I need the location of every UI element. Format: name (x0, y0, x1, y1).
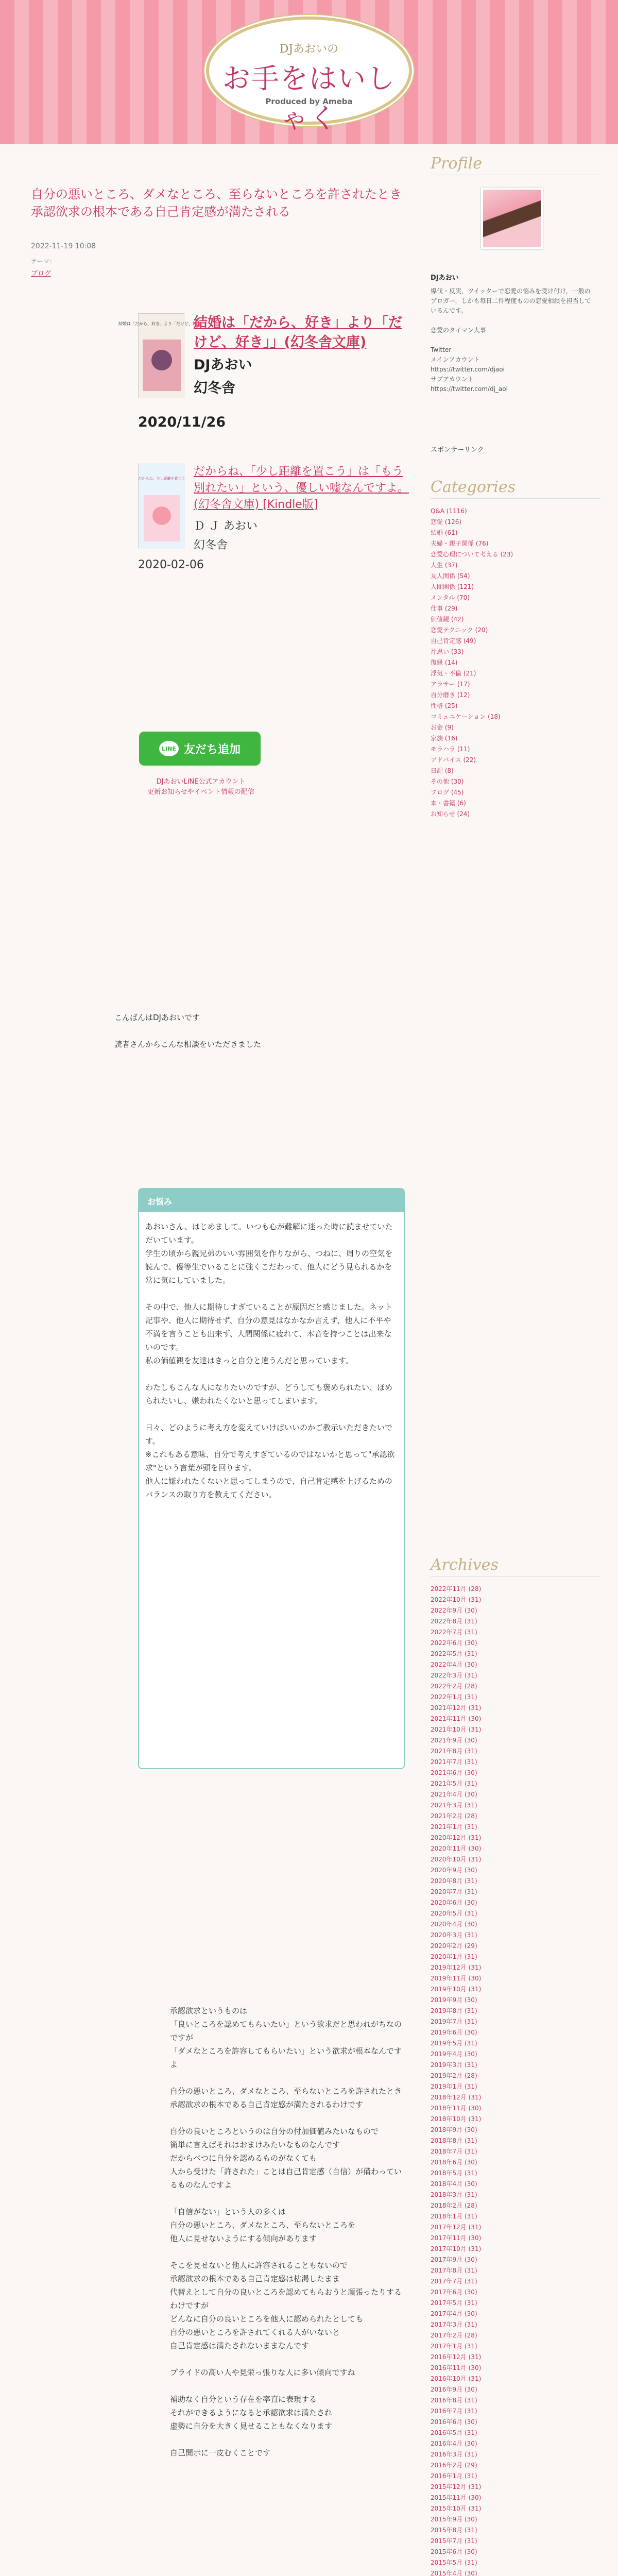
entry-theme-link[interactable]: ブログ (31, 270, 52, 278)
categories-heading: Categories (431, 478, 600, 499)
archive-link[interactable]: 2020年8月 (31) (431, 1877, 477, 1885)
archive-link[interactable]: 2016年9月 (30) (431, 2386, 477, 2393)
archive-link[interactable]: 2022年9月 (30) (431, 1607, 477, 1614)
archive-link[interactable]: 2020年2月 (29) (431, 1942, 477, 1950)
archive-link[interactable]: 2019年6月 (30) (431, 2029, 477, 2036)
archive-link[interactable]: 2019年10月 (31) (431, 1986, 482, 1993)
archive-link[interactable]: 2015年12月 (31) (431, 2483, 482, 2490)
line-add-friend-button[interactable] (139, 732, 261, 766)
category-link[interactable]: 人生 (37) (431, 562, 458, 569)
archive-link[interactable]: 2017年8月 (31) (431, 2267, 477, 2274)
archive-link[interactable]: 2020年3月 (31) (431, 1931, 477, 1939)
profile-text: 爆伐・反実，ツイッターで恋愛の悩みを受け付け，一般のブロガー，しかも毎日二件程度ものの恋愛相談を担当しているんです。 恋愛のタイマン大事 Twitter メインアカウント https://twitter.com/djaoi サブアカウント https://twitter.com/dj_aoi (431, 287, 591, 393)
archive-link[interactable]: 2015年5月 (31) (431, 2559, 477, 2566)
line-note-2[interactable]: 更新お知らせやイベント情報の配信 (147, 788, 254, 796)
categories-list (431, 506, 600, 820)
archive-link[interactable]: 2022年7月 (31) (431, 1629, 477, 1636)
archive-link[interactable]: 2016年7月 (31) (431, 2408, 477, 2415)
category-link[interactable]: 人間関係 (121) (431, 583, 474, 590)
archive-link[interactable]: 2016年4月 (30) (431, 2440, 477, 2447)
archive-link[interactable]: 2022年6月 (30) (431, 1639, 477, 1647)
archive-link[interactable]: 2020年5月 (31) (431, 1910, 477, 1917)
line-icon: LINE (159, 741, 179, 756)
archive-link[interactable]: 2020年11月 (30) (431, 1845, 482, 1852)
archive-link[interactable]: 2018年3月 (31) (431, 2191, 477, 2198)
intro-text: こんばんはDJあおいです 読者さんからこんな相談をいただきました (114, 1013, 262, 1049)
archive-link[interactable]: 2019年9月 (30) (431, 1996, 477, 2004)
logo-title: お手をはいしゃく (222, 62, 396, 134)
category-link[interactable]: モラハラ (11) (431, 745, 470, 753)
book-author-1: DJあおい (194, 357, 252, 373)
archive-link[interactable]: 2020年1月 (31) (431, 1953, 477, 1960)
archive-link[interactable]: 2015年6月 (30) (431, 2548, 477, 2555)
archive-link[interactable]: 2021年11月 (30) (431, 1715, 482, 1722)
category-link[interactable]: 恋愛心理について考える (23) (431, 551, 513, 558)
archive-link[interactable]: 2018年1月 (31) (431, 2213, 477, 2220)
category-link[interactable]: 自己肯定感 (49) (431, 637, 476, 645)
category-link[interactable]: 恋愛テクニック (20) (431, 626, 488, 634)
archive-link[interactable]: 2019年3月 (31) (431, 2061, 477, 2069)
category-link[interactable]: 結婚 (61) (431, 529, 458, 536)
logo-tagline: Produced by Ameba (265, 97, 353, 106)
category-link[interactable]: その他 (30) (431, 778, 464, 785)
archive-link[interactable]: 2018年4月 (30) (431, 2180, 477, 2188)
book-cover-2-text: だからね、少し距離を置こう (138, 477, 185, 481)
archive-link[interactable]: 2018年2月 (28) (431, 2202, 477, 2209)
entry-theme-label: テーマ： (31, 258, 56, 265)
book-info-1 (194, 313, 410, 397)
logo-subtitle: DJあおいの (279, 43, 339, 56)
category-link[interactable]: コミュニケーション (18) (431, 713, 501, 720)
archive-link[interactable]: 2016年6月 (30) (431, 2418, 477, 2426)
category-link[interactable]: 夫婦・親子関係 (76) (431, 540, 489, 547)
archive-link[interactable]: 2020年7月 (31) (431, 1888, 477, 1895)
archive-link[interactable]: 2016年1月 (31) (431, 2472, 477, 2480)
answer-text: 承認欲求というものは 「良いところを認めてもらいたい」という欲求だと思われがちなのですが 「ダメなところを許容してもらいたい」という欲求が根本なんですよ 自分の悪いところ、ダメなところ、至らないところを許されたとき 承認欲求の根本である自己肯定感が満たされるわけです 自分の良いところというのは自分の付加価値みたいなもので 簡単に言えばそれはおまけみたいなものなんです だからベつに自分を認めるものがなくても 人から受けた「許された」ことは自己肯定感（自信）が備わっているものなんですよ 「自信がない」という人の多くは 自分の悪いところ、ダメなところ、至らないところを 他人に見せないようにする傾向があります そこを見せないと他人に許容されることもないので 承認欲求の根本である自己肯定感は枯渇したまま 代替えとして自分の良いところを認めてもらおうと頑張ったりするわけですが どんなに自分の良いところを他人に認められたとしても 自分の悪いところを許されてくれる人がいないと 自己肯定感は満たされないままなんです プライドの高い人や見栄っ張りな人に多い傾向ですね 補助なく自分という存在を率直に表現する それができるようになると承認欲求は満たされ 虚勢に自分を大きく見せることもなくなります 自己開示に一皮むくことです (170, 2006, 402, 2458)
archive-link[interactable]: 2019年4月 (30) (431, 2050, 477, 2058)
archive-link[interactable]: 2019年2月 (28) (431, 2072, 477, 2079)
book-cover-2[interactable] (138, 464, 184, 548)
book-date-1: 2020/11/26 (138, 414, 226, 430)
category-link[interactable]: アラサー (17) (431, 681, 470, 688)
category-link[interactable]: Q&A (1116) (431, 507, 467, 515)
archive-link[interactable]: 2018年6月 (30) (431, 2159, 477, 2166)
category-link[interactable]: 浮気・不倫 (21) (431, 670, 476, 677)
archive-link[interactable]: 2015年7月 (31) (431, 2537, 477, 2545)
archive-link[interactable]: 2022年4月 (30) (431, 1661, 477, 1668)
category-link[interactable]: 価値観 (42) (431, 616, 464, 623)
category-link[interactable]: アドバイス (22) (431, 756, 476, 764)
archive-link[interactable]: 2018年7月 (31) (431, 2148, 477, 2155)
archive-link[interactable]: 2022年3月 (31) (431, 1672, 477, 1679)
archive-link[interactable]: 2021年8月 (31) (431, 1748, 477, 1755)
archive-link[interactable]: 2016年12月 (31) (431, 2353, 482, 2361)
category-link[interactable]: 仕事 (29) (431, 605, 458, 612)
archive-link[interactable]: 2015年8月 (31) (431, 2527, 477, 2534)
category-link[interactable]: 片思い (33) (431, 648, 464, 655)
profile-heading: Profile (431, 155, 600, 175)
archive-link[interactable]: 2021年3月 (31) (431, 1802, 477, 1809)
archive-link[interactable]: 2018年9月 (30) (431, 2126, 477, 2133)
archive-link[interactable]: 2018年5月 (31) (431, 2170, 477, 2177)
category-link[interactable]: お金 (9) (431, 724, 454, 731)
archive-link[interactable]: 2015年11月 (30) (431, 2494, 482, 2501)
archive-link[interactable]: 2022年11月 (28) (431, 1585, 482, 1592)
archive-link[interactable]: 2022年2月 (28) (431, 1683, 477, 1690)
archives-list (431, 1584, 600, 2576)
archive-link[interactable]: 2022年1月 (31) (431, 1693, 477, 1701)
book-title-1[interactable]: 結婚は「だから、好き」より「だけど、好き」」(幻冬舎文庫) (194, 315, 402, 350)
question-box-header: お悩み (139, 1189, 404, 1212)
question-box (138, 1188, 405, 1769)
archive-link[interactable]: 2018年8月 (31) (431, 2137, 477, 2144)
archive-link[interactable]: 2016年5月 (31) (431, 2429, 477, 2436)
archive-link[interactable]: 2018年10月 (31) (431, 2115, 482, 2123)
book-cover-1[interactable] (118, 313, 205, 398)
archive-link[interactable]: 2020年9月 (30) (431, 1867, 477, 1874)
archive-link[interactable]: 2022年5月 (31) (431, 1650, 477, 1657)
archive-link[interactable]: 2016年8月 (31) (431, 2397, 477, 2404)
book-date-2: 2020-02-06 (138, 558, 204, 571)
archive-link[interactable]: 2017年7月 (31) (431, 2278, 477, 2285)
archive-link[interactable]: 2021年1月 (31) (431, 1823, 477, 1831)
book-title-2[interactable]: だからね、「少し距離を置こう」は「もう別れたい」という、優しい嘘なんですよ。 (幻冬舎文庫) [Kindle版] (194, 465, 409, 511)
profile-name: DJあおい (431, 274, 459, 282)
archive-link[interactable]: 2017年6月 (30) (431, 2289, 477, 2296)
category-link[interactable]: 本・書籍 (6) (431, 800, 466, 807)
archive-link[interactable]: 2021年9月 (30) (431, 1737, 477, 1744)
category-link[interactable]: お知らせ (24) (431, 810, 470, 818)
category-link[interactable]: 性格 (25) (431, 702, 458, 709)
archive-link[interactable]: 2016年11月 (30) (431, 2364, 482, 2371)
archive-link[interactable]: 2015年4月 (30) (431, 2570, 477, 2576)
blog-header (0, 0, 618, 144)
archive-link[interactable]: 2016年2月 (29) (431, 2462, 477, 2469)
sponsor-link-label: スポンサーリンク (431, 446, 484, 454)
archive-link[interactable]: 2019年7月 (31) (431, 2018, 477, 2025)
category-link[interactable]: メンタル (70) (431, 594, 470, 601)
archive-link[interactable]: 2021年4月 (30) (431, 1791, 477, 1798)
archive-link[interactable]: 2020年12月 (31) (431, 1834, 482, 1841)
category-link[interactable]: ブログ (45) (431, 789, 464, 796)
archive-link[interactable]: 2015年10月 (31) (431, 2505, 482, 2512)
archive-link[interactable]: 2018年11月 (30) (431, 2105, 482, 2112)
category-link[interactable]: 自分磨き (12) (431, 691, 470, 699)
archives-heading: Archives (431, 1556, 600, 1577)
avatar[interactable] (481, 188, 543, 249)
book-cover-1-text: 結婚は「だから、好き」より「だけど、好き」 (118, 321, 205, 326)
archive-link[interactable]: 2017年10月 (31) (431, 2245, 482, 2252)
book-publisher-2: 幻冬舎 (194, 539, 228, 552)
archive-link[interactable]: 2019年5月 (31) (431, 2040, 477, 2047)
archive-link[interactable]: 2019年11月 (30) (431, 1975, 482, 1982)
archive-link[interactable]: 2017年4月 (30) (431, 2310, 477, 2317)
archive-link[interactable]: 2022年8月 (31) (431, 1618, 477, 1625)
archive-link[interactable]: 2017年3月 (31) (431, 2321, 477, 2328)
archive-link[interactable]: 2020年10月 (31) (431, 1856, 482, 1863)
category-link[interactable]: 友人関係 (54) (431, 572, 470, 580)
blog-logo[interactable] (206, 16, 412, 134)
archive-link[interactable]: 2021年6月 (30) (431, 1769, 477, 1776)
line-note-1[interactable]: DJあおいLINE公式アカウント (156, 778, 246, 786)
book-info-2 (194, 464, 410, 552)
archive-link[interactable]: 2017年2月 (28) (431, 2332, 477, 2339)
archive-link[interactable]: 2017年9月 (30) (431, 2256, 477, 2263)
archive-link[interactable]: 2021年7月 (31) (431, 1758, 477, 1766)
archive-link[interactable]: 2019年12月 (31) (431, 1964, 482, 1971)
archive-link[interactable]: 2019年8月 (31) (431, 2007, 477, 2014)
archive-link[interactable]: 2021年5月 (31) (431, 1780, 477, 1787)
line-button-label: 友だち追加 (183, 743, 241, 756)
archive-link[interactable]: 2020年6月 (30) (431, 1899, 477, 1906)
archive-link[interactable]: 2017年5月 (31) (431, 2299, 477, 2307)
archive-link[interactable]: 2018年12月 (31) (431, 2094, 482, 2101)
archive-link[interactable]: 2021年10月 (31) (431, 1726, 482, 1733)
category-link[interactable]: 家族 (16) (431, 735, 458, 742)
archive-link[interactable]: 2016年10月 (31) (431, 2375, 482, 2382)
archive-link[interactable]: 2022年10月 (31) (431, 1596, 482, 1603)
archive-link[interactable]: 2020年4月 (30) (431, 1921, 477, 1928)
archive-link[interactable]: 2017年11月 (30) (431, 2234, 482, 2242)
archive-link[interactable]: 2017年12月 (31) (431, 2224, 482, 2231)
archive-link[interactable]: 2021年12月 (31) (431, 1704, 482, 1711)
archive-link[interactable]: 2019年1月 (31) (431, 2083, 477, 2090)
book-author-2: Ｄ Ｊ あおい (194, 520, 258, 533)
category-link[interactable]: 日記 (8) (431, 767, 454, 774)
book-publisher-1: 幻冬舎 (194, 380, 235, 396)
category-link[interactable]: 恋愛 (126) (431, 518, 462, 526)
main-content (31, 185, 412, 278)
entry-title[interactable]: 自分の悪いところ、ダメなところ、至らないところを許されたとき承認欲求の根本である自己肯定感が満たされる (31, 187, 402, 219)
category-link[interactable]: 復縁 (14) (431, 659, 458, 666)
archive-link[interactable]: 2017年1月 (31) (431, 2343, 477, 2350)
archive-link[interactable]: 2021年2月 (28) (431, 1812, 477, 1820)
archive-link[interactable]: 2015年9月 (30) (431, 2516, 477, 2523)
entry-date: 2022-11-19 10:08 (31, 242, 96, 250)
question-body: あおいさん、はじめまして。いつも心が難解に迷った時に読ませていただいています。 学生の頃から親兄弟のいい雰囲気を作りながら、つねに、周りの空気を読んで、優等生でいることに強くこだわって、他人にどう見られるかを常に気にしていました。 その中で、他人に期待しすぎていることが原因だと感じました。ネット記事や、他人に期待せず、自分の意見はなかなか言えず、他人に不平や不満を言うことも出来ず、人間関係に疲れて、本音を持つことは出来ないのです。 私の価値観を友達はきっと自分と違うんだと思っています。 わたしもこんな人になりたいのですが、どうしても褒められたい、ほめられたいし、嫌われたくないと思ってしまいます。 日々、どのように考え方を変えていけばいいのかご教示いただきたいです。 ※これもある意味、自分で考えすぎているのではないかと思って"承認欲求"という言葉が頭を回ります。 他人に嫌われたくないと思ってしまうので、自己肯定感を上げるためのバランスの取り方を教えてください。 (145, 1222, 395, 1499)
archive-link[interactable]: 2016年3月 (31) (431, 2451, 477, 2458)
